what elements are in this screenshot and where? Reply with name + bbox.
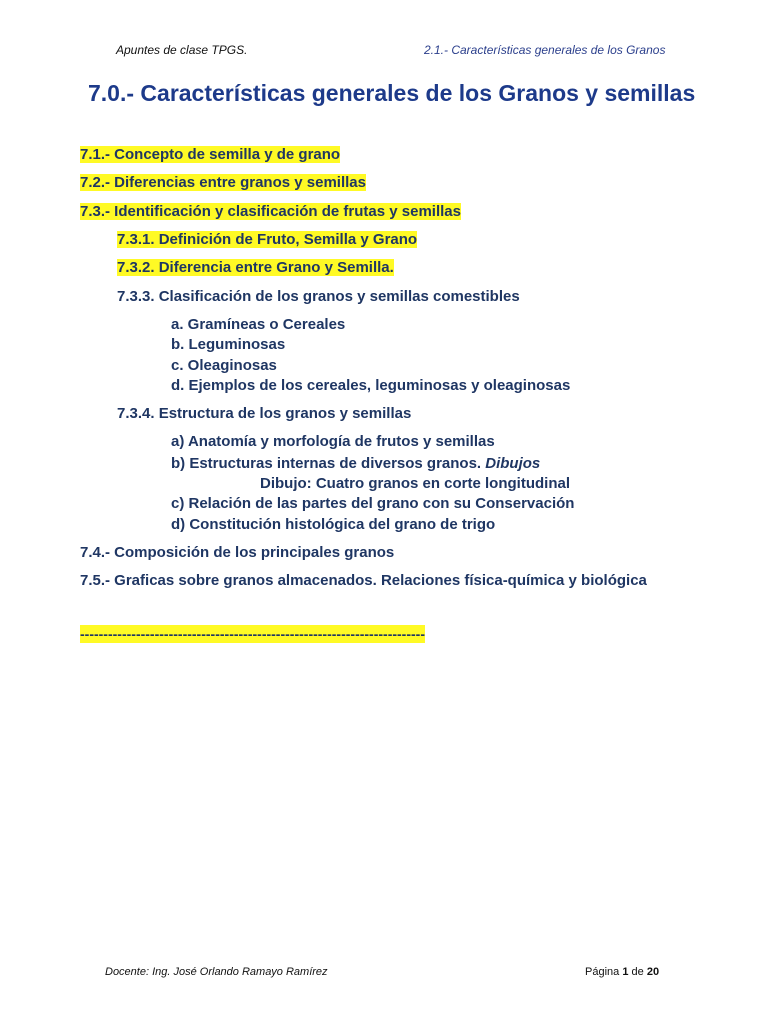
toc-item-7-3-4-d: d) Constitución histológica del grano de trigo: [171, 516, 496, 533]
toc-item-7-3-3-a: a. Gramíneas o Cereales: [171, 316, 346, 333]
toc-item-7-2: [80, 173, 366, 193]
toc-item-7-4: 7.4.- Composición de los principales granos: [80, 544, 395, 561]
toc-item-7-3-4: 7.3.4. Estructura de los granos y semillas: [117, 405, 412, 422]
separator-line: --------------------------------------------------------------------------: [80, 626, 425, 642]
toc-item-7-3-4-b: [171, 454, 540, 474]
page-header: [0, 0, 768, 72]
toc-item-7-3-4-c: c) Relación de las partes del grano con su Conservación: [171, 495, 575, 512]
toc-item-7-3-3: 7.3.3. Clasificación de los granos y semillas comestibles: [117, 288, 520, 305]
toc-item-7-3-3-c: c. Oleaginosas: [171, 357, 277, 374]
toc-item-7-3-2-text: 7.3.2. Diferencia entre Grano y Semilla.: [117, 259, 394, 276]
footer-page-label: Página: [585, 966, 620, 978]
header-section-label: 2.1.- Características generales de los Granos: [424, 43, 666, 57]
toc-item-7-3-1-text: 7.3.1. Definición de Fruto, Semilla y Grano: [117, 231, 418, 248]
toc-item-7-3-3-b: b. Leguminosas: [171, 336, 286, 353]
toc-item-7-1-text: 7.1.- Concepto de semilla y de grano: [80, 146, 341, 163]
toc-item-7-5: 7.5.- Graficas sobre granos almacenados. Relaciones física-química y biológica: [80, 572, 647, 589]
header-course-label: Apuntes de clase TPGS.: [116, 43, 248, 57]
toc-item-7-3-4-b-italic: Dibujos: [485, 455, 541, 472]
toc-item-7-3-text: 7.3.- Identificación y clasificación de frutas y semillas: [80, 203, 461, 220]
footer-author: Docente: Ing. José Orlando Ramayo Ramírez: [105, 966, 328, 978]
toc-item-7-3: [80, 202, 461, 222]
footer-page-of: de: [631, 966, 644, 978]
page-title: 7.0.- Características generales de los Granos y semillas: [88, 80, 696, 106]
toc-item-7-3-2: [117, 258, 394, 278]
toc-item-7-3-1: [117, 230, 417, 250]
footer-page-total: 20: [646, 966, 660, 978]
toc-item-7-1: [80, 145, 340, 165]
toc-item-7-3-4-a: a) Anatomía y morfología de frutos y semillas: [171, 433, 495, 450]
toc-item-7-3-4-b-text: b) Estructuras internas de diversos granos.: [171, 455, 482, 472]
toc-item-7-3-4-b-drawing: Dibujo: Cuatro granos en corte longitudinal: [260, 475, 570, 492]
footer-page-number: [585, 966, 659, 978]
footer-page-current: 1: [622, 966, 629, 978]
toc-item-7-3-3-d: d. Ejemplos de los cereales, leguminosas y oleaginosas: [171, 377, 571, 394]
toc-item-7-2-text: 7.2.- Diferencias entre granos y semillas: [80, 174, 366, 191]
